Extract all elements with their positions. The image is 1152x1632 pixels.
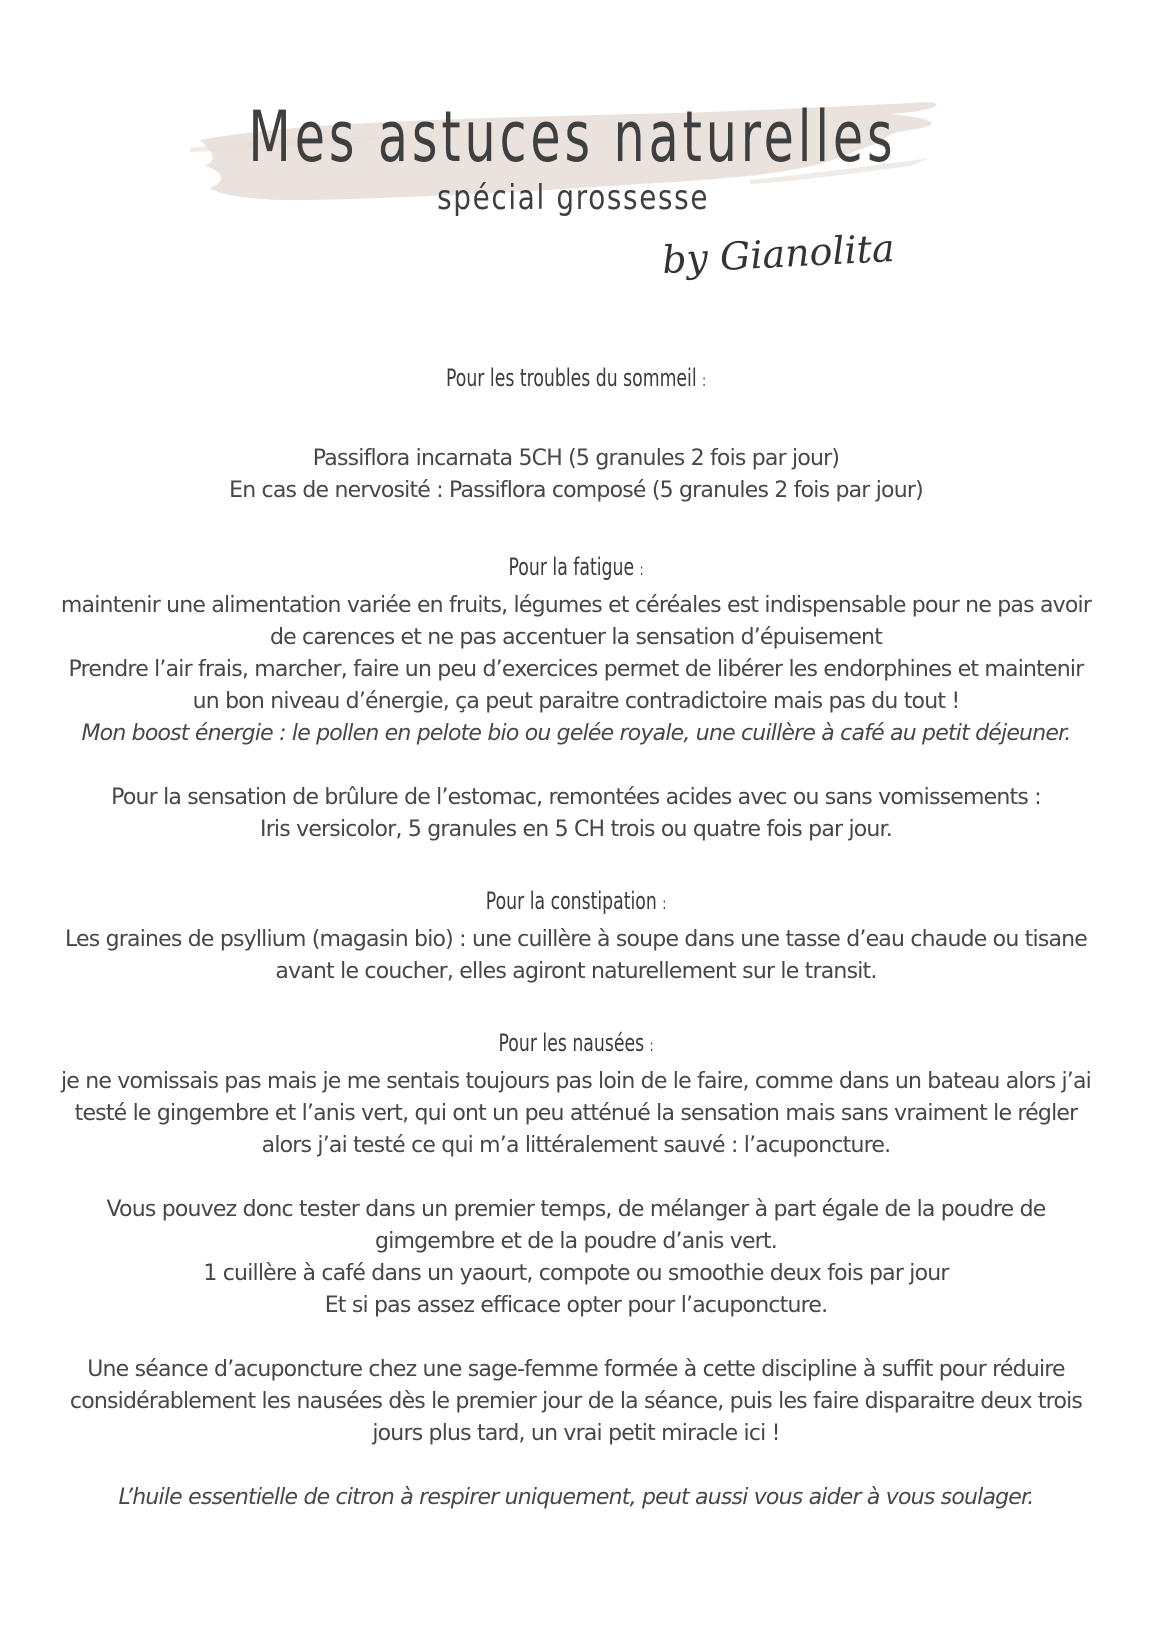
section-heading-constipation: Pour la constipation : [485,887,667,915]
text-line: considérablement les nausées dès le premier jour de la séance, puis les faire disparaitre deux trois [69,1389,1083,1414]
text-line: Et si pas assez efficace opter pour l’acuponcture. [324,1293,828,1318]
text-line: avant le coucher, elles agiront naturellement sur le transit. [275,959,877,984]
section-fatigue [48,547,1104,750]
section-nausea [48,1023,1104,1514]
text-line: jours plus tard, un vrai petit miracle ici ! [372,1421,780,1446]
section-heading-fatigue: Pour la fatigue : [508,553,644,581]
nausea-acupuncture-paragraph [48,1354,1104,1450]
citron-oil-tip: L’huile essentielle de citron à respirer uniquement, peut aussi vous aider à vous soulager. [118,1485,1034,1510]
heading-text: Pour les nausées [498,1029,645,1057]
text-line: de carences et ne pas accentuer la sensation d’épuisement [269,625,883,650]
sleep-paragraph [48,443,1104,507]
text-line: je ne vomissais pas mais je me sentais toujours pas loin de le faire, comme dans un bateau alors j’ai [61,1069,1091,1094]
text-line: Iris versicolor, 5 granules en 5 CH trois ou quatre fois par jour. [260,817,892,842]
heading-text: Pour la constipation [485,887,657,915]
text-line: un bon niveau d’énergie, ça peut paraitre contradictoire mais pas du tout ! [192,689,960,714]
heading-text: Pour les troubles du sommeil [445,364,697,392]
text-line: Passiflora incarnata 5CH (5 granules 2 fois par jour) [312,446,840,471]
page-title: Mes astuces naturelles [248,96,897,178]
text-line: gimgembre et de la poudre d’anis vert. [375,1229,777,1254]
section-heading-sleep: Pour les troubles du sommeil : [445,364,707,392]
text-line: Vous pouvez donc tester dans un premier temps, de mélanger à part égale de la poudre de [106,1197,1046,1222]
text-line: Une séance d’acuponcture chez une sage-femme formée à cette discipline à suffit pour réduire [87,1357,1065,1382]
heartburn-paragraph [48,782,1104,846]
text-line: En cas de nervosité : Passiflora composé (5 granules 2 fois par jour) [229,478,923,503]
section-heading-nausea: Pour les nausées : [498,1029,654,1057]
content-body [48,358,1104,1514]
nausea-test-paragraph [48,1194,1104,1322]
fatigue-paragraph [48,590,1104,718]
heading-text: Pour la fatigue [508,553,635,581]
nausea-intro-paragraph [48,1066,1104,1162]
constipation-paragraph [48,924,1104,988]
section-heartburn [48,782,1104,846]
text-line: 1 cuillère à café dans un yaourt, compote ou smoothie deux fois par jour [203,1261,949,1286]
section-sleep [48,358,1104,507]
text-line: alors j’ai testé ce qui m’a littéralement sauvé : l’acuponcture. [261,1133,891,1158]
section-constipation [48,881,1104,988]
text-line: Les graines de psyllium (magasin bio) : une cuillère à soupe dans une tasse d’eau chaude ou tisane [64,927,1088,952]
author-signature: by Gianolita [661,225,896,283]
energy-boost-tip: Mon boost énergie : le pollen en pelote bio ou gelée royale, une cuillère à café au petit déjeuner. [81,721,1071,746]
page-subtitle: spécial grossesse [437,178,710,218]
text-line: Prendre l’air frais, marcher, faire un peu d’exercices permet de libérer les endorphines et maintenir [68,657,1084,682]
text-line: Pour la sensation de brûlure de l’estomac, remontées acides avec ou sans vomissements : [111,785,1041,810]
text-line: testé le gingembre et l’anis vert, qui ont un peu atténué la sensation mais sans vraiment le régler [74,1101,1078,1126]
text-line: maintenir une alimentation variée en fruits, légumes et céréales est indispensable pour ne pas avoir [60,593,1092,618]
